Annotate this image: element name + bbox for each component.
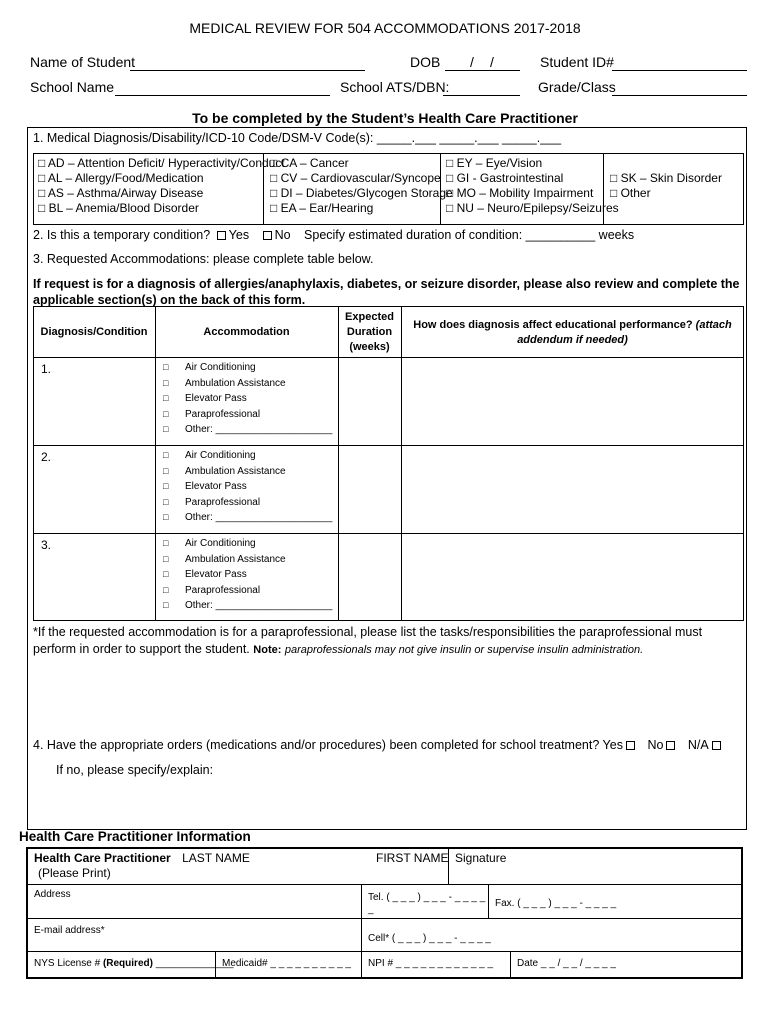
diagnosis-option[interactable]: □ GI - Gastrointestinal (446, 171, 564, 185)
accommodation-option[interactable] (163, 598, 332, 614)
accommodation-option[interactable] (163, 360, 332, 376)
license-field[interactable] (34, 958, 234, 969)
q4-no-checkbox[interactable] (666, 741, 675, 750)
first-name-label[interactable]: FIRST NAME (376, 851, 449, 865)
school-name-field[interactable] (115, 95, 330, 96)
header-effect-italic: (attach addendum if needed) (517, 319, 732, 346)
q4-na-checkbox[interactable] (712, 741, 721, 750)
table-row-rule-2 (33, 533, 744, 534)
checkbox-icon[interactable]: □ (163, 569, 169, 579)
section-right-rule (746, 127, 747, 830)
row-1-accommodations[interactable] (163, 360, 332, 438)
option-label: Air Conditioning (185, 362, 256, 373)
accommodation-option[interactable] (163, 552, 332, 568)
q4-explain[interactable]: If no, please specify/explain: (56, 763, 214, 777)
license-label: NYS License # (34, 958, 101, 969)
q4-yes-checkbox[interactable] (626, 741, 635, 750)
hcp-rule-1 (26, 884, 743, 885)
student-id-field[interactable] (612, 70, 747, 71)
section-header: To be completed by the Student’s Health Care Practitioner (192, 110, 578, 126)
table-header-rule (33, 357, 744, 358)
option-label: Other: _____________________ (185, 424, 333, 435)
q2-yes-label: Yes (228, 228, 250, 242)
header-duration-line-2: Duration (346, 326, 393, 338)
last-name-label[interactable]: LAST NAME (182, 851, 250, 865)
diagnosis-col-4[interactable] (610, 171, 722, 201)
header-accommodation: Accommodation (203, 326, 290, 338)
option-label: Other: _____________________ (185, 600, 333, 611)
checkbox-icon[interactable]: □ (163, 450, 169, 460)
row-2-number: 2. (41, 450, 52, 464)
option-label: Paraprofessional (185, 584, 261, 596)
name-of-student-label: Name of Student (30, 54, 136, 70)
checkbox-icon[interactable]: □ (163, 424, 169, 434)
fax-label[interactable]: Fax. ( _ _ _ ) _ _ _ - _ _ _ _ (495, 898, 617, 909)
hcp-section-title: Health Care Practitioner Information (19, 829, 251, 844)
school-ats-field[interactable] (443, 95, 520, 96)
medicaid-label[interactable]: Medicaid# _ _ _ _ _ _ _ _ _ _ (222, 958, 351, 969)
accommodation-option[interactable] (163, 583, 332, 599)
email-label[interactable]: E-mail address* (34, 925, 105, 936)
option-label: Elevator Pass (185, 569, 247, 580)
diagnosis-option[interactable]: □ AS – Asthma/Airway Disease (38, 186, 204, 200)
name-of-student-field[interactable] (130, 70, 365, 71)
tel-label[interactable]: Tel. ( _ _ _ ) _ _ _ - _ _ _ _ (368, 892, 486, 903)
checkbox-icon[interactable]: □ (163, 512, 169, 522)
diagnosis-option[interactable]: □ EY – Eye/Vision (446, 156, 543, 170)
para-note-label: Note: (253, 644, 282, 656)
table-col-divider-3 (401, 306, 402, 621)
diagnosis-option[interactable]: □ DI – Diabetes/Glycogen Storage (270, 186, 453, 200)
checkbox-icon[interactable]: □ (163, 408, 169, 419)
row-1-number: 1. (41, 362, 52, 376)
q4-question: 4. Have the appropriate orders (medications and/or procedures) been completed for school treatment? (33, 738, 600, 752)
option-label: Air Conditioning (185, 538, 256, 549)
header-effect (405, 318, 740, 348)
accommodation-option[interactable] (163, 495, 332, 511)
accommodation-option[interactable] (163, 448, 332, 464)
option-label: Paraprofessional (185, 408, 261, 420)
dob-slash-1: / (470, 54, 474, 70)
row-3-number: 3. (41, 538, 52, 552)
school-ats-label: School ATS/DBN: (340, 79, 450, 95)
npi-label[interactable]: NPI # _ _ _ _ _ _ _ _ _ _ _ _ (368, 958, 494, 969)
practitioner-label: Health Care Practitioner (34, 851, 171, 865)
diagnosis-col-2[interactable] (270, 156, 453, 216)
option-label: Ambulation Assistance (185, 377, 286, 389)
hcp-practitioner-row (34, 851, 250, 865)
date-label[interactable]: Date _ _ / _ _ / _ _ _ _ (517, 958, 616, 969)
license-line: ______________ (155, 958, 234, 969)
checkbox-icon[interactable]: □ (163, 600, 169, 610)
option-label: Elevator Pass (185, 481, 247, 492)
hcp-date-divider (510, 951, 511, 978)
dob-label: DOB (410, 54, 441, 70)
accommodation-option[interactable] (163, 407, 332, 423)
form-title: MEDICAL REVIEW FOR 504 ACCOMMODATIONS 2017-2018 (189, 20, 581, 36)
license-required: (Required) (102, 958, 153, 969)
option-label: Other: _____________________ (185, 512, 333, 523)
diagnosis-option[interactable]: □ NU – Neuro/Epilepsy/Seizures (446, 201, 619, 215)
diagnosis-option[interactable]: □ SK – Skin Disorder (610, 171, 722, 185)
q3-text: 3. Requested Accommodations: please complete table below. (33, 252, 374, 266)
hcp-fax-divider (488, 884, 489, 918)
option-label: Paraprofessional (185, 496, 261, 508)
para-note-text: *If the requested accommodation is for a paraprofessional, please list the tasks/responsibilities the paraprofessional must perform in order to support the student. (33, 625, 703, 656)
student-id-label: Student ID# (540, 54, 614, 70)
accommodation-option[interactable] (163, 567, 332, 583)
diagnosis-option[interactable]: □ AL – Allergy/Food/Medication (38, 171, 204, 185)
q4-no-label: No (647, 738, 664, 752)
checkbox-icon[interactable]: □ (163, 465, 169, 476)
option-label: Elevator Pass (185, 393, 247, 404)
checkbox-icon[interactable]: □ (163, 481, 169, 491)
q4-na-label: N/A (687, 738, 709, 752)
q2-no-checkbox[interactable] (263, 231, 272, 240)
row-2-accommodations[interactable] (163, 448, 332, 526)
accommodation-option[interactable] (163, 422, 332, 438)
table-col-divider-1 (155, 306, 156, 621)
accommodation-option[interactable] (163, 479, 332, 495)
header-duration-line-3: (weeks) (349, 341, 390, 353)
diagnosis-col-1[interactable] (38, 156, 285, 216)
dob-field[interactable] (445, 70, 520, 71)
q4-yes-label: Yes (602, 738, 623, 752)
checkbox-icon[interactable]: □ (163, 496, 169, 507)
table-row-rule-1 (33, 445, 744, 446)
row-3-accommodations[interactable] (163, 536, 332, 614)
q2-duration[interactable]: Specify estimated duration of condition: __________ weeks (304, 228, 635, 242)
allergy-note: If request is for a diagnosis of allergies/anaphylaxis, diabetes, or seizure disorder, please also review and complete the applicable section(s) on the back of this form. (33, 277, 740, 307)
hcp-rule-2 (26, 918, 743, 919)
checkbox-icon[interactable]: □ (163, 538, 169, 548)
checkbox-icon[interactable]: □ (163, 362, 169, 372)
accommodation-option[interactable] (163, 464, 332, 480)
diagnosis-option[interactable]: □ Other (610, 186, 651, 200)
accommodation-option[interactable] (163, 391, 332, 407)
hcp-contact-divider (361, 884, 362, 978)
q1-diagnosis-codes[interactable]: 1. Medical Diagnosis/Disability/ICD-10 Code/DSM-V Code(s): _____.___ _____.___ _____.___ (33, 131, 562, 145)
option-label: Ambulation Assistance (185, 553, 286, 565)
diagnosis-option[interactable]: □ AD – Attention Deficit/ Hyperactivity/Conduct (38, 156, 285, 170)
diagnosis-col-3[interactable] (446, 156, 619, 216)
grade-class-label: Grade/Class (538, 79, 616, 95)
dob-slash-2: / (490, 54, 494, 70)
diagnosis-option[interactable]: □ CA – Cancer (270, 156, 349, 170)
accommodation-option[interactable] (163, 510, 332, 526)
q2-question: 2. Is this a temporary condition? (33, 228, 211, 242)
q2-no-label: No (274, 228, 291, 242)
header-duration (338, 310, 401, 355)
grade-class-field[interactable] (612, 95, 747, 96)
cell-label[interactable]: Cell* ( _ _ _ ) _ _ _ - _ _ _ _ (368, 933, 491, 944)
header-effect-text: How does diagnosis affect educational performance? (413, 319, 693, 331)
tel-cont: _ (368, 904, 374, 915)
section-top-rule (27, 127, 747, 128)
checkbox-icon[interactable]: □ (163, 377, 169, 388)
address-label[interactable]: Address (34, 889, 71, 900)
school-name-label: School Name (30, 79, 115, 95)
checkbox-icon[interactable]: □ (163, 393, 169, 403)
diagnosis-option[interactable]: □ MO – Mobility Impairment (446, 186, 594, 200)
checkbox-icon[interactable]: □ (163, 553, 169, 564)
please-print-label: (Please Print) (38, 866, 111, 880)
q2-row (33, 228, 634, 242)
option-label: Air Conditioning (185, 450, 256, 461)
checkbox-icon[interactable]: □ (163, 584, 169, 595)
option-label: Ambulation Assistance (185, 465, 286, 477)
header-duration-line-1: Expected (345, 311, 394, 323)
diagnosis-option[interactable]: □ EA – Ear/Hearing (270, 201, 374, 215)
q4-row (33, 738, 724, 752)
paraprofessional-note (33, 624, 745, 659)
signature-label[interactable]: Signature (455, 851, 507, 865)
diagnosis-option[interactable]: □ BL – Anemia/Blood Disorder (38, 201, 199, 215)
para-note-detail: paraprofessionals may not give insulin or supervise insulin administration. (284, 644, 644, 656)
accommodation-option[interactable] (163, 376, 332, 392)
header-diagnosis: Diagnosis/Condition (40, 326, 148, 338)
accommodation-option[interactable] (163, 536, 332, 552)
q2-yes-checkbox[interactable] (217, 231, 226, 240)
hcp-rule-3 (26, 951, 743, 952)
diagnosis-option[interactable]: □ CV – Cardiovascular/Syncope (270, 171, 441, 185)
